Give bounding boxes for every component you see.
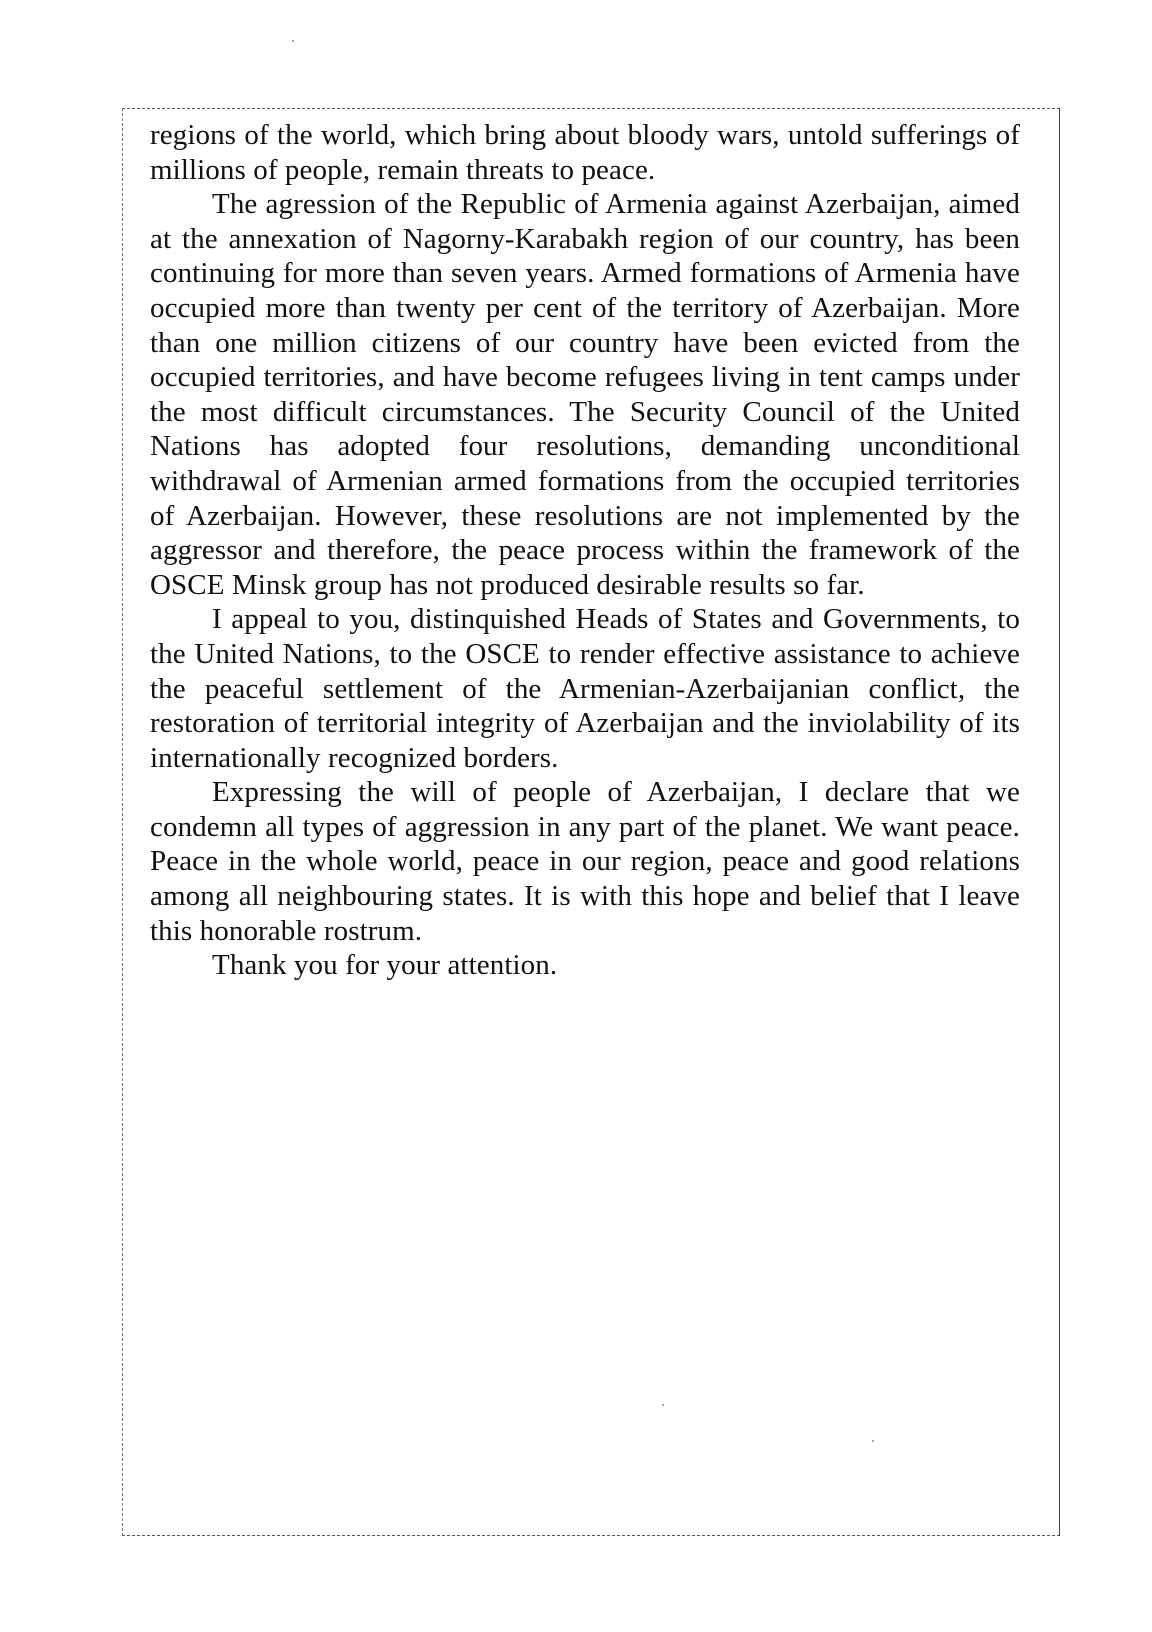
paragraph: Expressing the will of people of Azerbaijan, I declare that we condemn all types of aggression in any part of the planet. We want peace. Peace in the whole world, peace in our region, peace and good relations among all neighbouring states. It is with this hope and belief that I leave this honorable rostrum. bbox=[150, 776, 1020, 947]
scan-speck bbox=[872, 1440, 874, 1442]
scan-speck bbox=[662, 1404, 664, 1406]
scan-speck bbox=[292, 40, 294, 42]
document-body bbox=[150, 118, 1020, 983]
paragraph: Thank you for your attention. bbox=[212, 949, 558, 982]
paragraph: regions of the world, which bring about bloody wars, untold sufferings of millions of people, remain threats to peace. bbox=[150, 119, 1020, 186]
paragraph: I appeal to you, distinquished Heads of States and Governments, to the United Nations, to the OSCE to render effective assistance to achieve the peaceful settlement of the Armenian-Azerbaijanian conflict, the restoration of territorial integrity of Azerbaijan and the inviolability of its internationally recognized borders. bbox=[150, 603, 1020, 774]
paragraph: The agression of the Republic of Armenia against Azerbaijan, aimed at the annexation of Nagorny-Karabakh region of our country, has been continuing for more than seven years. Armed formations of Armenia have occupied more than twenty per cent of the territory of Azerbaijan. More than one million citizens of our country have been evicted from the occupied territories, and have become refugees living in tent camps under the most difficult circumstances. The Security Council of the United Nations has adopted four resolutions, demanding unconditional withdrawal of Armenian armed formations from the occupied territories of Azerbaijan. However, these resolutions are not implemented by the aggressor and therefore, the peace process within the framework of the OSCE Minsk group has not produced desirable results so far. bbox=[150, 188, 1020, 601]
